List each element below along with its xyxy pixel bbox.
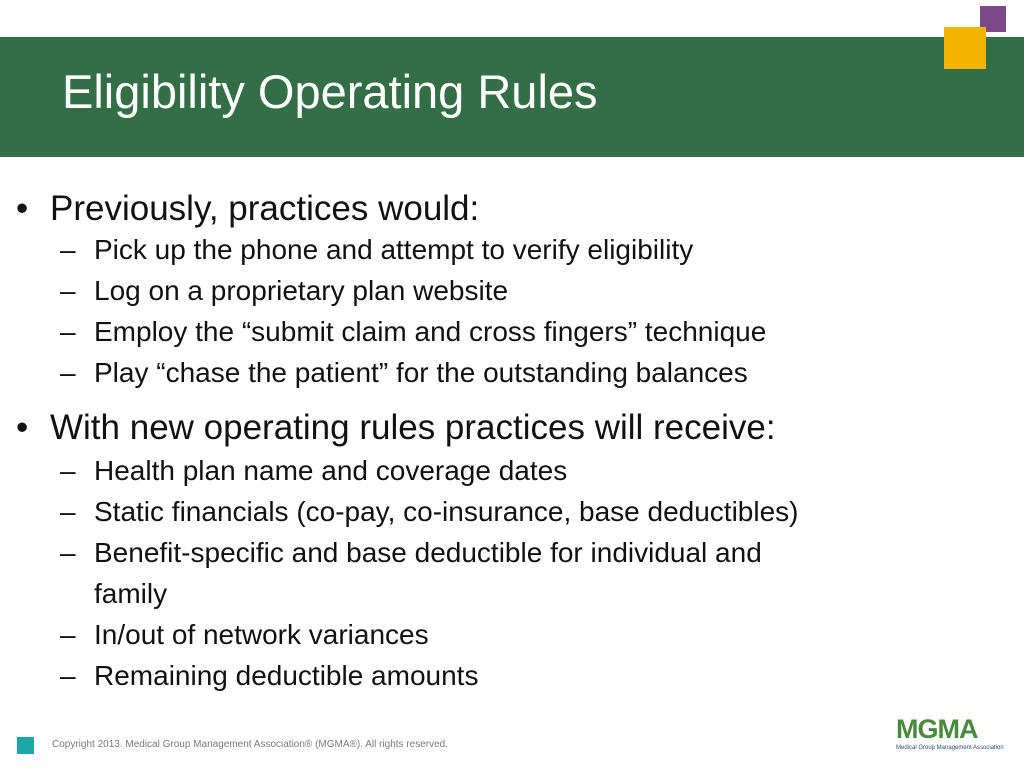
sub-bullet-text: Play “chase the patient” for the outstanding balances [94,357,748,388]
sub-bullet-marker: – [60,275,76,306]
footer-square [17,737,34,754]
sub-bullet-text: Employ the “submit claim and cross fingers” technique [94,316,767,347]
sub-bullet [60,496,799,527]
bullet-marker: • [16,189,29,228]
bullet-previously [16,189,480,228]
copyright-text: Copyright 2013. Medical Group Management Association® (MGMA®). All rights reserved. [52,739,449,750]
bullet-marker: • [16,408,29,447]
slide-title: Eligibility Operating Rules [62,65,598,118]
sub-bullet-marker: – [60,619,76,650]
sub-bullet-marker: – [60,357,76,388]
mgma-logo [896,716,1004,756]
sub-bullet [60,619,429,650]
sub-bullet-marker: – [60,660,76,691]
sub-bullet-marker: – [60,537,76,568]
bullet-new-rules [16,408,776,447]
sub-bullet [60,537,762,568]
sub-bullet-continuation [94,580,167,608]
sub-bullet-text: Remaining deductible amounts [94,660,479,691]
sub-bullet [60,316,767,347]
sub-bullet-text: Health plan name and coverage dates [94,455,568,486]
sub-bullet-text: family [94,578,168,609]
bullet-text: With new operating rules practices will receive: [50,408,776,447]
sub-bullet-text: Log on a proprietary plan website [94,275,509,306]
sub-bullet-text: Static financials (co-pay, co-insurance, base deductibles) [94,496,799,527]
bullet-text: Previously, practices would: [50,189,480,228]
sub-bullet-text: Benefit-specific and base deductible for individual and [94,537,762,568]
sub-bullet-text: Pick up the phone and attempt to verify eligibility [94,234,694,265]
sub-bullet [60,455,568,486]
sub-bullet [60,234,694,265]
sub-bullet [60,660,479,691]
sub-bullet-marker: – [60,455,76,486]
logo-subtext: Medical Group Management Association [896,745,1004,751]
accent-square-gold [944,27,986,69]
sub-bullet-marker: – [60,496,76,527]
sub-bullet [60,357,748,388]
sub-bullet [60,275,509,306]
logo-text: MGMA [896,714,978,744]
sub-bullet-marker: – [60,316,76,347]
sub-bullet-marker: – [60,234,76,265]
sub-bullet-text: In/out of network variances [94,619,429,650]
